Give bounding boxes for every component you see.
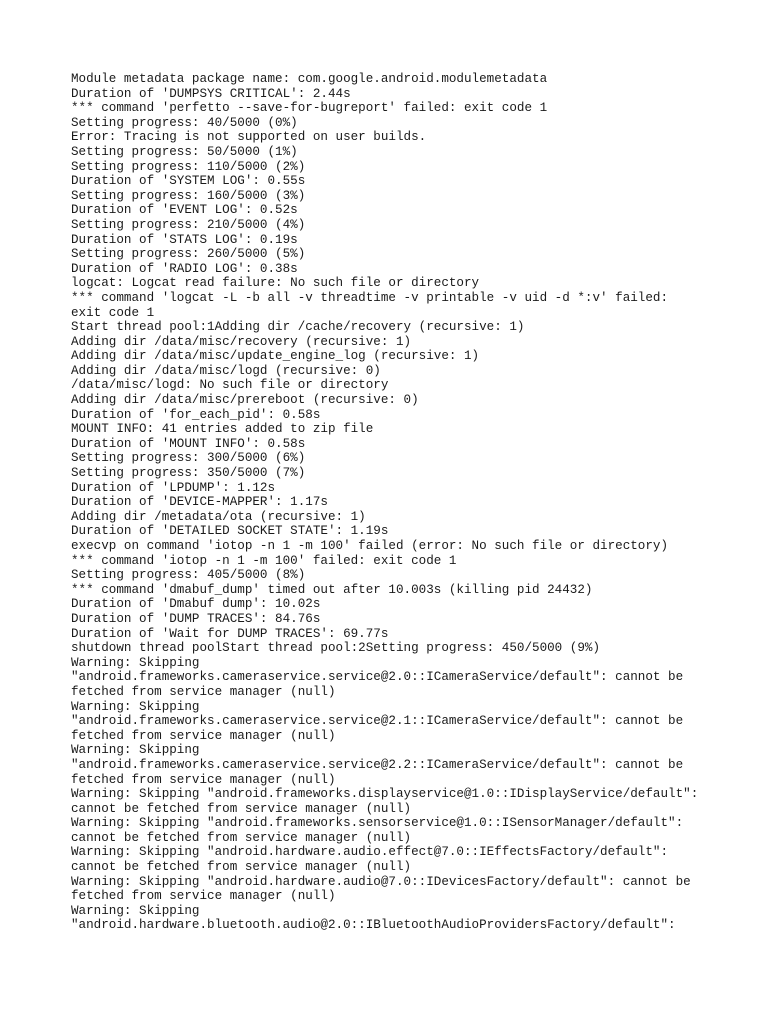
log-line: Duration of 'MOUNT INFO': 0.58s [71,436,306,451]
log-line: cannot be fetched from service manager (null) [71,830,412,845]
log-line: Duration of 'Dmabuf dump': 10.02s [71,597,321,612]
log-line: Setting progress: 405/5000 (8%) [71,568,306,583]
log-line: Duration of 'EVENT LOG': 0.52s [71,203,298,218]
log-line: Warning: Skipping [71,903,200,918]
log-line: shutdown thread poolStart thread pool:2Setting progress: 450/5000 (9%) [71,641,601,656]
log-line: Duration of 'RADIO LOG': 0.38s [71,261,298,276]
log-line: /data/misc/logd: No such file or directory [71,378,389,393]
log-line: Duration of 'SYSTEM LOG': 0.55s [71,174,306,189]
log-line: Adding dir /data/misc/logd (recursive: 0) [71,363,381,378]
log-line: Setting progress: 300/5000 (6%) [71,451,306,466]
log-line: Start thread pool:1Adding dir /cache/recovery (recursive: 1) [71,320,525,335]
log-line: Warning: Skipping "android.hardware.audio.effect@7.0::IEffectsFactory/default": [71,845,669,860]
log-line: exit code 1 [71,305,155,320]
log-line: Setting progress: 40/5000 (0%) [71,115,298,130]
log-line: Duration of 'DUMPSYS CRITICAL': 2.44s [71,86,351,101]
log-line: Adding dir /data/misc/recovery (recursive: 1) [71,334,412,349]
log-line: logcat: Logcat read failure: No such file or directory [71,276,480,291]
log-line: Warning: Skipping "android.hardware.audio@7.0::IDevicesFactory/default": cannot be [71,874,691,889]
log-line: cannot be fetched from service manager (null) [71,860,412,875]
log-line: Setting progress: 160/5000 (3%) [71,188,306,203]
log-line: cannot be fetched from service manager (null) [71,801,412,816]
log-line: Setting progress: 110/5000 (2%) [71,159,306,174]
log-line: Setting progress: 50/5000 (1%) [71,144,298,159]
log-line: Adding dir /metadata/ota (recursive: 1) [71,509,366,524]
log-line: Setting progress: 350/5000 (7%) [71,466,306,481]
log-line: fetched from service manager (null) [71,728,336,743]
log-line: Duration of 'DETAILED SOCKET STATE': 1.19s [71,524,389,539]
log-line: Warning: Skipping "android.frameworks.displayservice@1.0::IDisplayService/default": [71,787,699,802]
log-line: Module metadata package name: com.google.android.modulemetadata [71,72,548,86]
log-line: Duration of 'for_each_pid': 0.58s [71,407,321,422]
log-line: Warning: Skipping [71,655,200,670]
log-line: *** command 'iotop -n 1 -m 100' failed: exit code 1 [71,553,457,568]
log-line: Setting progress: 210/5000 (4%) [71,217,306,232]
log-line: Adding dir /data/misc/prereboot (recursive: 0) [71,393,419,408]
log-line: fetched from service manager (null) [71,772,336,787]
log-line: Duration of 'Wait for DUMP TRACES': 69.77s [71,626,389,641]
log-line: MOUNT INFO: 41 entries added to zip file [71,422,374,437]
log-line: fetched from service manager (null) [71,889,336,904]
log-line: "android.frameworks.cameraservice.service@2.1::ICameraService/default": cannot be [71,714,684,729]
log-line: "android.hardware.bluetooth.audio@2.0::IBluetoothAudioProvidersFactory/default": [71,918,676,933]
log-line: Duration of 'LPDUMP': 1.12s [71,480,276,495]
log-line: *** command 'perfetto --save-for-bugreport' failed: exit code 1 [71,101,548,116]
log-text-block [71,72,731,933]
log-line: "android.frameworks.cameraservice.service@2.0::ICameraService/default": cannot be [71,670,684,685]
log-line: Duration of 'STATS LOG': 0.19s [71,232,298,247]
log-line: "android.frameworks.cameraservice.service@2.2::ICameraService/default": cannot be [71,757,684,772]
log-line: Setting progress: 260/5000 (5%) [71,247,306,262]
log-line: Duration of 'DEVICE-MAPPER': 1.17s [71,495,328,510]
log-line: *** command 'logcat -L -b all -v threadtime -v printable -v uid -d *:v' failed: [71,290,669,305]
log-line: Warning: Skipping [71,743,200,758]
log-line: Duration of 'DUMP TRACES': 84.76s [71,611,321,626]
log-line: Adding dir /data/misc/update_engine_log (recursive: 1) [71,349,480,364]
log-line: Warning: Skipping [71,699,200,714]
log-line: Warning: Skipping "android.frameworks.sensorservice@1.0::ISensorManager/default": [71,816,684,831]
log-line: execvp on command 'iotop -n 1 -m 100' failed (error: No such file or directory) [71,539,669,553]
log-line: Error: Tracing is not supported on user builds. [71,130,427,145]
log-line: *** command 'dmabuf_dump' timed out after 10.003s (killing pid 24432) [71,582,593,597]
log-line: fetched from service manager (null) [71,684,336,699]
